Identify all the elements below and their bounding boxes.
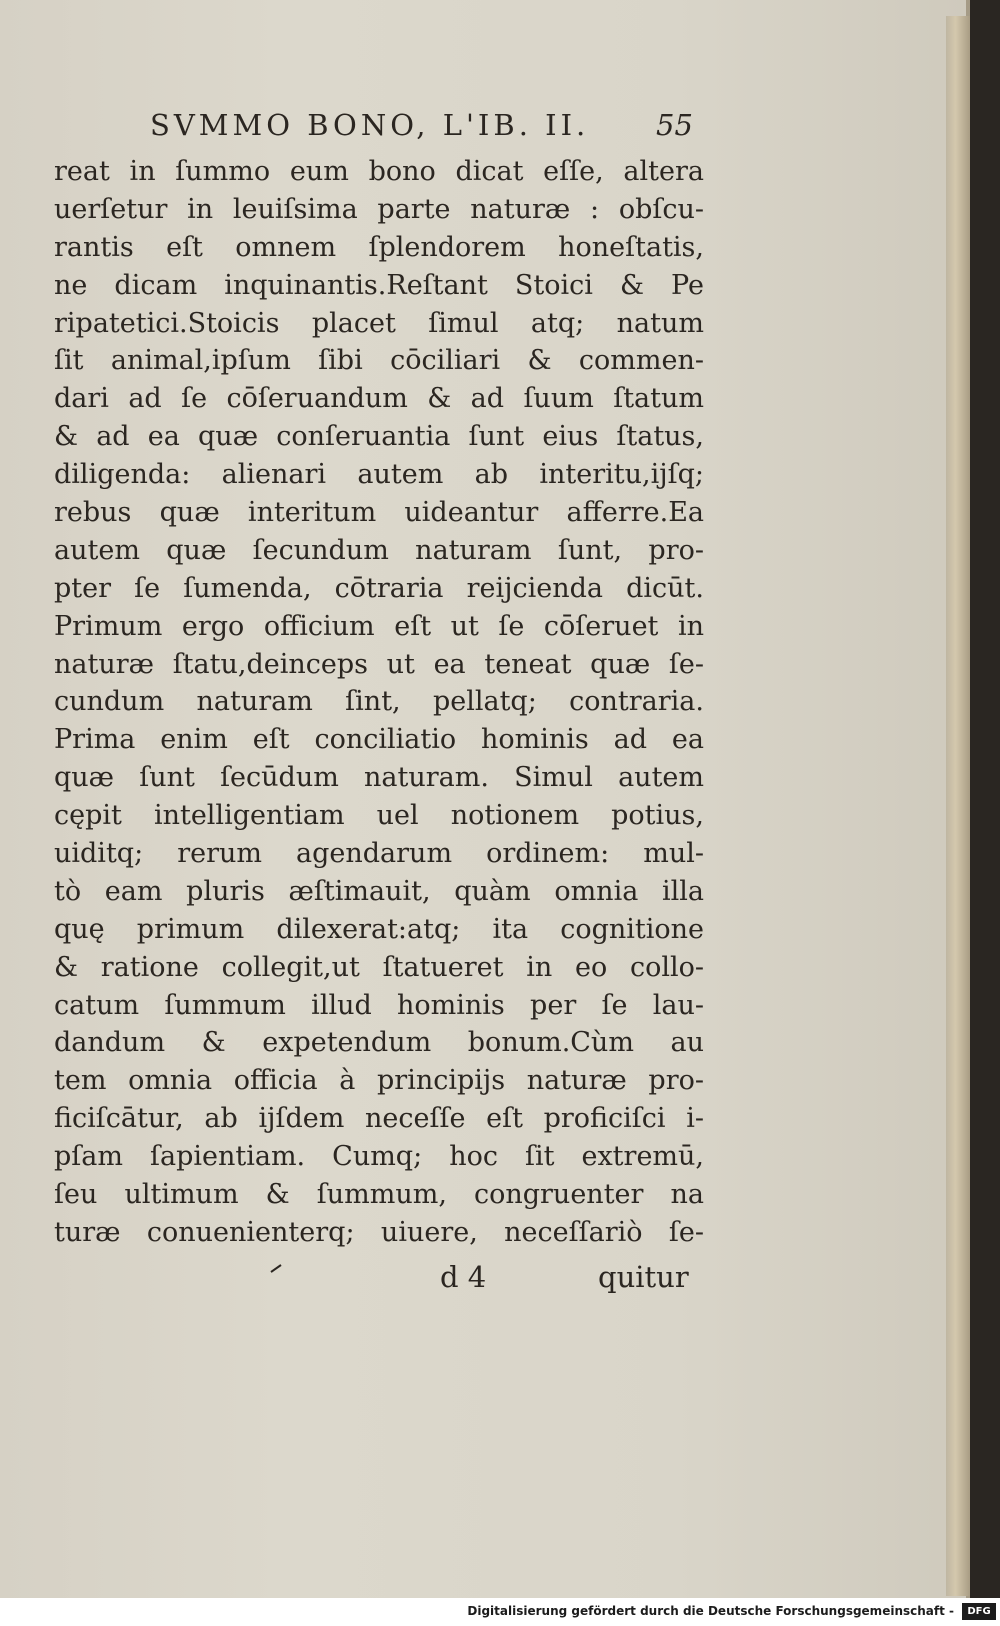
text-line: ficiſcātur, ab ijſdem neceſſe eſt proficiſci i- <box>54 1103 704 1135</box>
text-line: dari ad ſe cōſeruandum & ad ſuum ſtatum <box>54 383 704 415</box>
text-line: rantis eſt omnem ſplendorem honeſtatis, <box>54 231 704 263</box>
text-line: ſit animal,ipſum ſibi cōciliari & commen- <box>54 345 704 377</box>
catch-row <box>440 1260 706 1300</box>
text-line: turæ conuenienterq; uiuere, neceſſariò ſe- <box>54 1216 704 1248</box>
text-line: uiditq; rerum agendarum ordinem: mul- <box>54 838 704 870</box>
text-line: reat in ſummo eum bono dicat eſſe, altera <box>54 156 704 187</box>
text-line: & ratione collegit,ut ſtatueret in eo collo- <box>54 951 704 983</box>
text-line: ripatetici.Stoicis placet ſimul atq; natum <box>54 307 704 339</box>
catchword: quitur <box>598 1260 689 1294</box>
text-line: quæ ſunt ſecūdum naturam. Simul autem <box>54 762 704 794</box>
text-line: catum ſummum illud hominis per ſe lau- <box>54 989 704 1021</box>
text-line: rebus quæ interitum uideantur afferre.Ea <box>54 497 704 529</box>
text-line: quę primum dilexerat:atq; ita cognitione <box>54 913 704 945</box>
running-head-title: SVMMO BONO, L'IB. II. <box>150 108 590 142</box>
signature-mark: d 4 <box>440 1260 487 1294</box>
text-line: tò eam pluris æſtimauit, quàm omnia illa <box>54 875 704 907</box>
dfg-logo <box>962 1603 996 1620</box>
text-line: uerſetur in leuiſsima parte naturæ : obſcu- <box>54 193 704 225</box>
page-number: 55 <box>656 108 693 142</box>
text-line: Prima enim eſt conciliatio hominis ad ea <box>54 724 704 756</box>
text-line: cępit intelligentiam uel notionem potius, <box>54 800 704 832</box>
text-line: ſeu ultimum & ſummum, congruenter na <box>54 1179 704 1211</box>
ink-mark-icon <box>270 1262 282 1274</box>
text-line: dandum & expetendum bonum.Cùm au <box>54 1027 704 1059</box>
text-line: pſam ſapientiam. Cumq; hoc ſit extremū, <box>54 1141 704 1173</box>
page-edge <box>946 16 970 1596</box>
text-line: & ad ea quæ conſeruantia ſunt eius ſtatus, <box>54 421 704 453</box>
body-text <box>54 153 704 1252</box>
text-line: autem quæ ſecundum naturam ſunt, pro- <box>54 534 704 566</box>
text-line: ne dicam inquinantis.Reſtant Stoici & Pe <box>54 269 704 301</box>
text-line: Primum ergo officium eſt ut ſe cōſeruet in <box>54 610 704 642</box>
digitization-credit: Digitalisierung gefördert durch die Deutsche Forschungsgemeinschaft - <box>467 1604 954 1618</box>
dfg-logo-text: DFG <box>967 1606 991 1617</box>
text-line: pter ſe ſumenda, cōtraria reijcienda dicūt. <box>54 572 704 604</box>
text-line: naturæ ſtatu,deinceps ut ea teneat quæ ſe- <box>54 648 704 680</box>
text-line: tem omnia officia à principijs naturæ pro- <box>54 1065 704 1097</box>
text-line: cundum naturam ſint, pellatq; contraria. <box>54 686 704 718</box>
text-line: diligenda: alienari autem ab interitu,ijſq; <box>54 459 704 491</box>
